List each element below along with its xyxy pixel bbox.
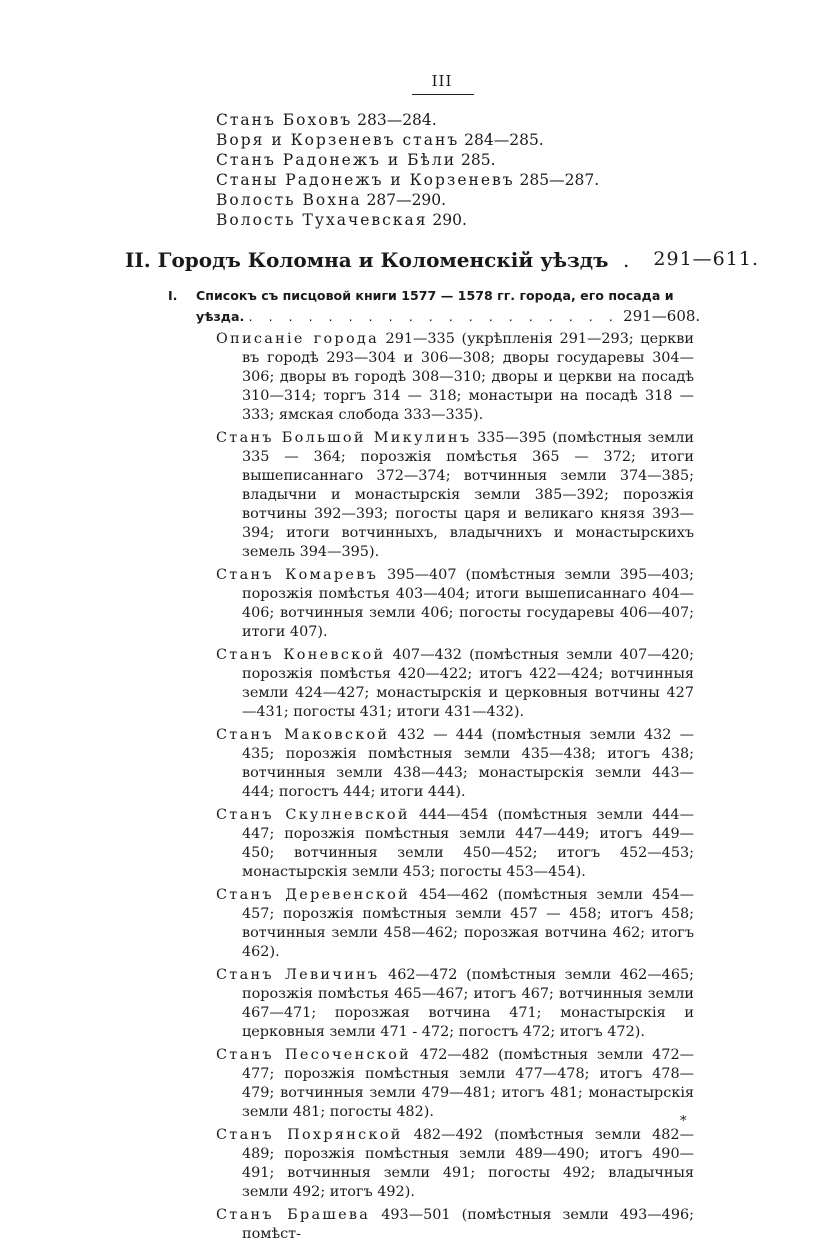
entry-name: Станъ Брашева	[216, 1207, 371, 1223]
subsection-heading	[168, 286, 701, 327]
district-name: Станы Радонежъ и Корзеневъ	[216, 171, 515, 189]
entry-name: Станъ Коневской	[216, 647, 386, 663]
list-item	[216, 330, 694, 425]
page-number: III	[431, 72, 453, 90]
entry-name: Станъ Скулневской	[216, 807, 410, 823]
list-item	[216, 429, 694, 562]
entry-text: 472—482 (помѣстныя земли 472—477; порозжія помѣстныя земли 477—478; итогъ 478—479; вотчинныя земли 479—481; итогъ 481; монастырскія земли 481; погосты 482).	[242, 1047, 694, 1120]
list-item	[216, 130, 599, 150]
list-item	[216, 1206, 694, 1244]
page-number-rule	[412, 94, 474, 95]
entry-name: Станъ Похрянской	[216, 1127, 403, 1143]
district-name: Волость Вохна	[216, 191, 362, 209]
subsection-title-end: уѣзда.	[196, 309, 245, 324]
dot-leader: . . . . . . . . . . . . . . . . . . .	[248, 309, 619, 324]
list-item	[216, 886, 694, 962]
list-item	[216, 566, 694, 642]
entry-name: Станъ Деревенской	[216, 887, 411, 903]
district-name: Станъ Радонежъ и Бѣли	[216, 151, 457, 169]
list-item	[216, 190, 599, 210]
list-item	[216, 210, 599, 230]
entry-name: Станъ Комаревъ	[216, 567, 379, 583]
subsection-pages: 291—608.	[623, 307, 701, 325]
subsection-title-line1: Списокъ съ писцовой книги 1577 — 1578 гг. города, его посада и	[196, 288, 674, 303]
list-item	[216, 646, 694, 722]
entry-name: Станъ Песоченской	[216, 1047, 412, 1063]
district-pages: 285.	[456, 151, 496, 169]
signature-mark: *	[680, 1114, 687, 1129]
district-list	[216, 110, 599, 230]
entry-text: 482—492 (помѣстныя земли 482—489; порозжія помѣстныя земли 489—490; итогъ 490—491; вотчинныя земли 491; погосты 492; владычныя земли 492; итогъ 492).	[242, 1127, 694, 1200]
section-heading	[125, 248, 765, 272]
entry-name: Станъ Маковской	[216, 727, 390, 743]
district-name: Станъ Боховъ	[216, 111, 353, 129]
contents-entries	[216, 330, 694, 1248]
subsection-title-line2	[168, 306, 701, 327]
entry-name: Станъ Большой Микулинъ	[216, 430, 472, 446]
section-pages: 291—611.	[653, 248, 759, 270]
entry-text: 407—432 (помѣстныя земли 407—420; порозжія помѣстья 420—422; итогъ 422—424; вотчинныя земли 424—427; монастырскія и церковныя вотчины 427—431; погосты 431; итоги 431—432).	[242, 647, 694, 720]
list-item	[216, 1046, 694, 1122]
entry-text: 432 — 444 (помѣстныя земли 432 — 435; порозжія помѣстныя земли 435—438; итогъ 438; вотчинныя земли 438—443; монастырскія земли 443—444; погостъ 444; итоги 444).	[242, 727, 694, 800]
list-item	[216, 150, 599, 170]
district-pages: 290.	[427, 211, 467, 229]
entry-text: 454—462 (помѣстныя земли 454—457; порозжія помѣстныя земли 457 — 458; итогъ 458; вотчинныя земли 458—462; порозжая вотчина 462; итогъ 462).	[242, 887, 694, 960]
entry-text: 395—407 (помѣстныя земли 395—403; порозжія помѣстья 403—404; итоги вышеписаннаго 404—406; вотчинныя земли 406; погосты государевы 406—407; итоги 407).	[242, 567, 694, 640]
district-name: Воря и Корзеневъ станъ	[216, 131, 460, 149]
district-pages: 285—287.	[514, 171, 600, 189]
district-pages: 284—285.	[459, 131, 544, 149]
entry-text: 493—501 (помѣстныя земли 493—496; помѣст-	[242, 1207, 694, 1242]
list-item	[216, 170, 599, 190]
entry-text: 444—454 (помѣстныя земли 444—447; порозжія помѣстныя земли 447—449; итогъ 449—450; вотчинныя земли 450—452; итогъ 452—453; монастырскія земли 453; погосты 453—454).	[242, 807, 694, 880]
entry-text: 335—395 (помѣстныя земли 335 — 364; порозжія помѣстья 365 — 372; итоги вышеписаннаго 372—374; вотчинныя земли 374—385; владычни и монастырскія земли 385—392; порозжія вотчины 392—393; погосты царя и великаго князя 393—394; итоги вотчинныхъ, владычнихъ и монастырскихъ земель 394—395).	[242, 430, 694, 560]
section-title: II. Городъ Коломна и Коломенскій уѣздъ	[125, 248, 609, 272]
list-item	[216, 806, 694, 882]
entry-text: 291—335 (укрѣпленія 291—293; церкви въ городѣ 293—304 и 306—308; дворы государевы 304—306; дворы въ городѣ 308—310; дворы и церкви на посадѣ 310—314; торгъ 314 — 318; монастыри на посадѣ 318 — 333; ямская слобода 333—335).	[242, 331, 694, 423]
entry-text: 462—472 (помѣстныя земли 462—465; порозжія помѣстья 465—467; итогъ 467; вотчинныя земли 467—471; порозжая вотчина 471; монастырскія и церковныя земли 471 - 472; погостъ 472; итогъ 472).	[242, 967, 694, 1040]
district-name: Волость Тухачевская	[216, 211, 428, 229]
list-item	[216, 110, 599, 130]
list-item	[216, 966, 694, 1042]
subsection-numeral: I.	[168, 288, 178, 303]
entry-name: Описаніе города	[216, 331, 379, 347]
district-pages: 283—284.	[352, 111, 437, 129]
section-leader-dot: .	[623, 248, 630, 272]
entry-name: Станъ Левичинъ	[216, 967, 380, 983]
list-item	[216, 726, 694, 802]
district-pages: 287—290.	[361, 191, 447, 209]
